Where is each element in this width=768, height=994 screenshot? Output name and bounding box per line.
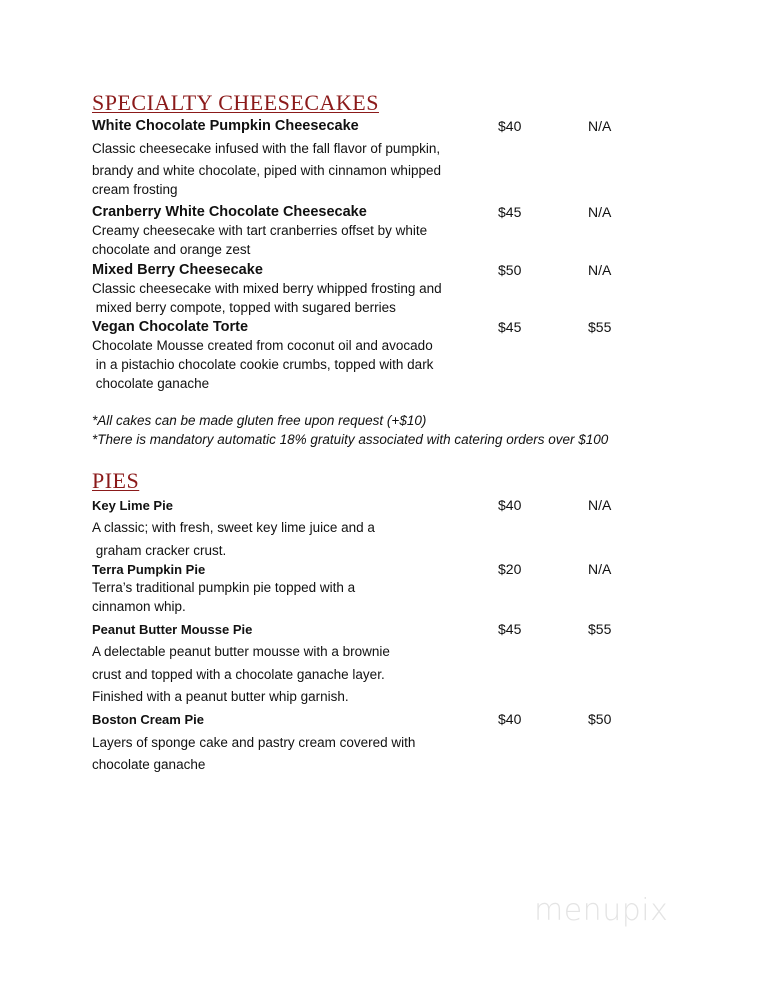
item-price-1: $20 (498, 561, 522, 577)
section-title-pies: PIES (92, 468, 140, 493)
note-gluten-free: *All cakes can be made gluten free upon request (+$10) (92, 413, 427, 428)
item-description: Terra’s traditional pumpkin pie topped with a (92, 580, 356, 595)
item-description: mixed berry compote, topped with sugared berries (92, 300, 396, 315)
item-name: Terra Pumpkin Pie (92, 562, 206, 577)
item-price-1: $40 (498, 118, 522, 134)
item-description: in a pistachio chocolate cookie crumbs, topped with dark (92, 357, 434, 372)
item-name: White Chocolate Pumpkin Cheesecake (92, 118, 359, 134)
item-price-1: $45 (498, 204, 522, 220)
item-name: Cranberry White Chocolate Cheesecake (92, 204, 367, 220)
item-description: A delectable peanut butter mousse with a brownie (92, 644, 390, 659)
item-description: Chocolate Mousse created from coconut oil and avocado (92, 338, 433, 353)
item-description: brandy and white chocolate, piped with cinnamon whipped (92, 163, 441, 178)
item-description: chocolate ganache (92, 757, 206, 772)
item-price-1: $50 (498, 262, 522, 278)
item-description: chocolate and orange zest (92, 242, 251, 257)
item-description: Finished with a peanut butter whip garnish. (92, 689, 349, 704)
item-description: A classic; with fresh, sweet key lime juice and a (92, 520, 375, 535)
item-price-1: $40 (498, 711, 522, 727)
item-price-2: N/A (588, 262, 612, 278)
item-name: Mixed Berry Cheesecake (92, 262, 263, 278)
item-price-2: $55 (588, 621, 612, 637)
item-price-2: N/A (588, 118, 612, 134)
item-price-1: $40 (498, 497, 522, 513)
item-price-2: N/A (588, 204, 612, 220)
item-description: Layers of sponge cake and pastry cream covered with (92, 735, 416, 750)
item-description: crust and topped with a chocolate ganache layer. (92, 667, 385, 682)
item-name: Boston Cream Pie (92, 712, 204, 727)
item-name: Peanut Butter Mousse Pie (92, 622, 253, 637)
item-description: graham cracker crust. (92, 543, 227, 558)
item-price-2: $50 (588, 711, 612, 727)
item-price-2: N/A (588, 497, 612, 513)
section-title-cheesecakes: SPECIALTY CHEESECAKES (92, 90, 379, 115)
item-name: Key Lime Pie (92, 498, 173, 513)
menupix-watermark: menupix (534, 893, 669, 928)
item-description: Creamy cheesecake with tart cranberries offset by white (92, 223, 428, 238)
item-description: cinnamon whip. (92, 599, 186, 614)
item-price-2: $55 (588, 319, 612, 335)
note-gratuity: *There is mandatory automatic 18% gratuity associated with catering orders over $100 (92, 432, 609, 447)
item-name: Vegan Chocolate Torte (92, 319, 249, 335)
item-price-2: N/A (588, 561, 612, 577)
item-price-1: $45 (498, 319, 522, 335)
item-description: Classic cheesecake with mixed berry whipped frosting and (92, 281, 442, 296)
item-description: Classic cheesecake infused with the fall flavor of pumpkin, (92, 141, 441, 156)
item-description: chocolate ganache (92, 376, 210, 391)
item-price-1: $45 (498, 621, 522, 637)
item-description: cream frosting (92, 182, 178, 197)
